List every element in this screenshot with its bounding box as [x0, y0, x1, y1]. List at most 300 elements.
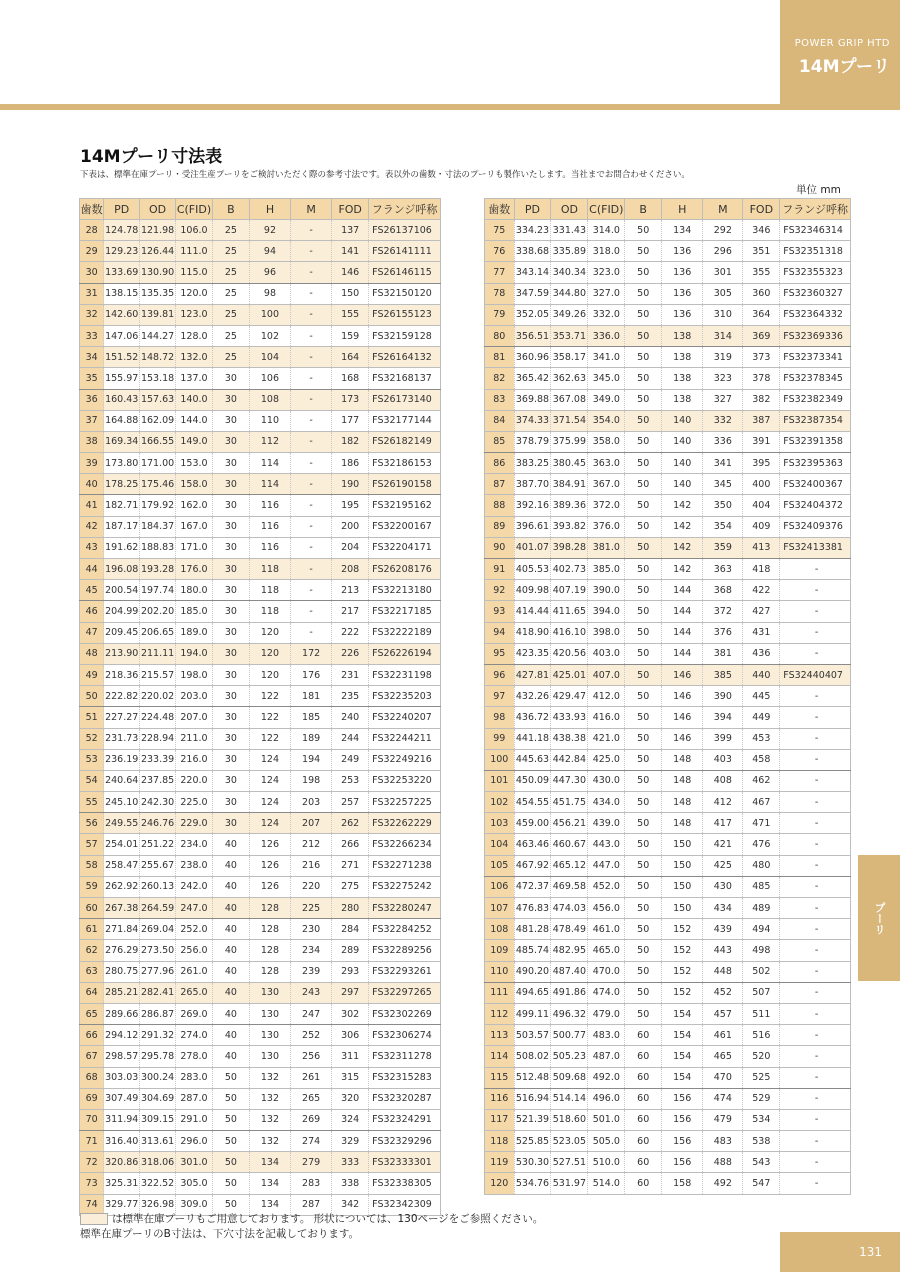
table-cell: FS32293261: [369, 961, 441, 982]
table-cell: 407.19: [551, 580, 588, 601]
table-cell: 130: [249, 982, 290, 1003]
table-cell: 46: [80, 601, 104, 622]
table-cell: 421.0: [588, 728, 625, 749]
table-cell: 418.90: [514, 622, 551, 643]
table-cell: 116: [249, 495, 290, 516]
table-cell: 434: [703, 898, 743, 919]
table-cell: 467.92: [514, 855, 551, 876]
table-cell: 479.0: [588, 1003, 625, 1024]
table-cell: 277.96: [140, 961, 176, 982]
table-cell: 146: [662, 664, 703, 685]
table-cell: 239: [291, 961, 332, 982]
table-cell: 74: [80, 1194, 104, 1215]
table-cell: 207.0: [176, 707, 213, 728]
table-cell: 470: [703, 1067, 743, 1088]
table-cell: 240: [332, 707, 369, 728]
table-cell: 134: [249, 1152, 290, 1173]
table-cell: 155.97: [104, 368, 140, 389]
table-cell: FS32213180: [369, 580, 441, 601]
table-cell: 271: [332, 855, 369, 876]
table-cell: 50: [625, 749, 662, 770]
table-cell: 92: [249, 220, 290, 241]
table-row: [80, 220, 441, 241]
table-cell: 332.0: [588, 304, 625, 325]
table-cell: 456.21: [551, 813, 588, 834]
table-cell: -: [291, 347, 332, 368]
table-cell: 115.0: [176, 262, 213, 283]
table-row: [485, 919, 851, 940]
table-cell: 338: [332, 1173, 369, 1194]
table-row: [485, 622, 851, 643]
table-row: [485, 1003, 851, 1024]
table-cell: 105: [485, 855, 515, 876]
table-cell: 353.71: [551, 325, 588, 346]
table-cell: 226: [332, 643, 369, 664]
table-cell: 53: [80, 749, 104, 770]
table-cell: 133.69: [104, 262, 140, 283]
table-cell: -: [291, 580, 332, 601]
table-cell: 295.78: [140, 1046, 176, 1067]
legend-text: は標準在庫プーリもご用意しております。 形状については、130ページをご参照ください。: [112, 1213, 544, 1225]
table-row: [485, 898, 851, 919]
table-cell: 400: [743, 474, 780, 495]
table-cell: 146: [662, 728, 703, 749]
table-cell: -: [780, 559, 851, 580]
table-cell: 108: [485, 919, 515, 940]
table-cell: FS32306274: [369, 1025, 441, 1046]
table-cell: 385.0: [588, 559, 625, 580]
table-cell: 60: [625, 1131, 662, 1152]
table-cell: 360.96: [514, 347, 551, 368]
table-cell: 50: [625, 474, 662, 495]
table-cell: 516.94: [514, 1088, 551, 1109]
legend: [80, 1211, 543, 1226]
table-cell: 463.46: [514, 834, 551, 855]
table-cell: 527.51: [551, 1152, 588, 1173]
table-cell: 282.41: [140, 982, 176, 1003]
table-cell: 30: [212, 453, 249, 474]
table-cell: 132.0: [176, 347, 213, 368]
table-cell: 29: [80, 241, 104, 262]
table-cell: 372.0: [588, 495, 625, 516]
table-cell: 193.28: [140, 559, 176, 580]
table-cell: 501.0: [588, 1109, 625, 1130]
column-header: PD: [104, 199, 140, 220]
table-cell: FS32387354: [780, 410, 851, 431]
table-cell: 496.32: [551, 1003, 588, 1024]
table-cell: -: [780, 1003, 851, 1024]
table-cell: FS32400367: [780, 474, 851, 495]
table-cell: 286.87: [140, 1003, 176, 1024]
table-cell: 358.0: [588, 431, 625, 452]
table-cell: 264.59: [140, 898, 176, 919]
table-cell: 278.0: [176, 1046, 213, 1067]
table-cell: 198: [291, 770, 332, 791]
table-cell: -: [291, 559, 332, 580]
table-cell: 40: [212, 940, 249, 961]
table-row: [80, 1025, 441, 1046]
table-cell: 171.00: [140, 453, 176, 474]
table-row: [80, 453, 441, 474]
table-row: [485, 728, 851, 749]
table-cell: 30: [212, 516, 249, 537]
table-cell: 128: [249, 898, 290, 919]
column-header: H: [249, 199, 290, 220]
table-cell: FS32409376: [780, 516, 851, 537]
table-cell: 25: [212, 241, 249, 262]
table-row: [485, 304, 851, 325]
table-cell: 496.0: [588, 1088, 625, 1109]
table-cell: 40: [212, 982, 249, 1003]
table-cell: 430: [703, 876, 743, 897]
table-cell: -: [780, 876, 851, 897]
table-cell: 100: [249, 304, 290, 325]
table-cell: 427.81: [514, 664, 551, 685]
table-cell: 460.67: [551, 834, 588, 855]
table-cell: 362.63: [551, 368, 588, 389]
table-cell: 216.0: [176, 749, 213, 770]
table-cell: 390: [703, 686, 743, 707]
table-cell: FS32257225: [369, 792, 441, 813]
table-cell: 514.0: [588, 1173, 625, 1194]
table-cell: 152: [662, 982, 703, 1003]
table-cell: 209.45: [104, 622, 140, 643]
table-cell: 257: [332, 792, 369, 813]
table-cell: 458: [743, 749, 780, 770]
table-cell: 465.0: [588, 940, 625, 961]
table-cell: 387: [743, 410, 780, 431]
table-cell: 190: [332, 474, 369, 495]
table-cell: -: [291, 410, 332, 431]
table-cell: 398.28: [551, 537, 588, 558]
table-cell: 289.66: [104, 1003, 140, 1024]
table-row: [80, 876, 441, 897]
table-cell: 265.0: [176, 982, 213, 1003]
table-cell: 480: [743, 855, 780, 876]
table-cell: 153.0: [176, 453, 213, 474]
table-cell: -: [291, 389, 332, 410]
table-cell: 138.15: [104, 283, 140, 304]
table-cell: 114: [249, 453, 290, 474]
table-cell: 252: [291, 1025, 332, 1046]
table-cell: -: [780, 749, 851, 770]
table-cell: 252.0: [176, 919, 213, 940]
table-row: [485, 982, 851, 1003]
table-cell: 384.91: [551, 474, 588, 495]
table-cell: 50: [625, 347, 662, 368]
table-cell: -: [780, 1173, 851, 1194]
table-cell: 132: [249, 1131, 290, 1152]
table-cell: 50: [625, 728, 662, 749]
table-cell: 234: [291, 940, 332, 961]
table-cell: 50: [625, 919, 662, 940]
table-cell: FS32378345: [780, 368, 851, 389]
table-cell: 316.40: [104, 1131, 140, 1152]
table-cell: 438.38: [551, 728, 588, 749]
table-cell: FS32235203: [369, 686, 441, 707]
table-cell: 50: [625, 792, 662, 813]
table-row: [80, 792, 441, 813]
table-row: [80, 834, 441, 855]
table-cell: 447.30: [551, 770, 588, 791]
table-cell: 491.86: [551, 982, 588, 1003]
table-cell: 120.0: [176, 283, 213, 304]
table-cell: 411.65: [551, 601, 588, 622]
table-cell: 44: [80, 559, 104, 580]
table-cell: FS32302269: [369, 1003, 441, 1024]
table-cell: 392.16: [514, 495, 551, 516]
table-cell: 230: [291, 919, 332, 940]
table-cell: 73: [80, 1173, 104, 1194]
table-cell: -: [780, 686, 851, 707]
table-cell: -: [291, 495, 332, 516]
side-index-tab[interactable]: [858, 855, 900, 981]
table-cell: 398.0: [588, 622, 625, 643]
table-cell: FS26208176: [369, 559, 441, 580]
table-cell: 76: [485, 241, 515, 262]
table-cell: 176.0: [176, 559, 213, 580]
table-row: [80, 601, 441, 622]
table-row: [80, 813, 441, 834]
table-cell: 211.0: [176, 728, 213, 749]
table-cell: -: [780, 1131, 851, 1152]
table-cell: 50: [625, 559, 662, 580]
table-cell: 148: [662, 792, 703, 813]
table-cell: 385: [703, 664, 743, 685]
table-cell: 40: [212, 876, 249, 897]
table-row: [80, 516, 441, 537]
table-cell: 41: [80, 495, 104, 516]
table-cell: 117: [485, 1109, 515, 1130]
table-cell: 313.61: [140, 1131, 176, 1152]
table-cell: 50: [625, 220, 662, 241]
table-cell: 235: [332, 686, 369, 707]
table-cell: 222: [332, 622, 369, 643]
table-cell: 167.0: [176, 516, 213, 537]
table-cell: 432.26: [514, 686, 551, 707]
table-row: [485, 516, 851, 537]
table-cell: 142.60: [104, 304, 140, 325]
table-cell: 474.0: [588, 982, 625, 1003]
table-cell: -: [780, 580, 851, 601]
table-cell: 50: [625, 453, 662, 474]
table-cell: 445.63: [514, 749, 551, 770]
table-row: [80, 389, 441, 410]
table-cell: 186: [332, 453, 369, 474]
table-cell: 332: [703, 410, 743, 431]
table-cell: 459.00: [514, 813, 551, 834]
table-cell: FS32177144: [369, 410, 441, 431]
table-cell: 40: [212, 855, 249, 876]
table-row: [485, 749, 851, 770]
table-cell: 122: [249, 686, 290, 707]
table-cell: 50: [625, 898, 662, 919]
table-cell: -: [780, 834, 851, 855]
table-cell: 343.14: [514, 262, 551, 283]
table-cell: 326.98: [140, 1194, 176, 1215]
table-cell: 283.0: [176, 1067, 213, 1088]
table-cell: 156: [662, 1152, 703, 1173]
table-cell: 488: [703, 1152, 743, 1173]
column-header: PD: [514, 199, 551, 220]
intro-text: 下表は、標準在庫プーリ・受注生産プーリをご検討いただく際の参考寸法です。表以外の歯数・寸法のプーリも製作いたします。当社までお問合わせください。: [80, 170, 690, 180]
table-cell: 50: [212, 1088, 249, 1109]
table-cell: 203.0: [176, 686, 213, 707]
table-cell: 120: [249, 622, 290, 643]
table-cell: 140: [662, 474, 703, 495]
table-cell: 494.65: [514, 982, 551, 1003]
table-row: [485, 580, 851, 601]
table-cell: 378.79: [514, 431, 551, 452]
table-cell: 476.83: [514, 898, 551, 919]
table-cell: FS32346314: [780, 220, 851, 241]
table-cell: 194: [291, 749, 332, 770]
table-cell: 323: [703, 368, 743, 389]
table-row: [80, 622, 441, 643]
table-cell: 255.67: [140, 855, 176, 876]
unit-label: 単位 mm: [796, 184, 841, 196]
table-cell: FS32373341: [780, 347, 851, 368]
table-cell: 227.27: [104, 707, 140, 728]
table-cell: 119: [485, 1152, 515, 1173]
table-cell: 375.99: [551, 431, 588, 452]
table-cell: 140: [662, 431, 703, 452]
table-cell: 445: [743, 686, 780, 707]
table-cell: 181: [291, 686, 332, 707]
table-row: [80, 304, 441, 325]
table-cell: 50: [625, 1003, 662, 1024]
table-cell: -: [780, 940, 851, 961]
table-cell: 50: [625, 368, 662, 389]
table-row: [485, 410, 851, 431]
table-cell: 30: [212, 537, 249, 558]
table-cell: 78: [485, 283, 515, 304]
table-cell: 461.0: [588, 919, 625, 940]
table-cell: 116: [249, 516, 290, 537]
table-cell: 258.47: [104, 855, 140, 876]
table-cell: 25: [212, 262, 249, 283]
table-cell: 196.08: [104, 559, 140, 580]
table-row: [80, 580, 441, 601]
table-cell: 452.0: [588, 876, 625, 897]
table-cell: 237.85: [140, 770, 176, 791]
column-header: M: [291, 199, 332, 220]
table-cell: 168: [332, 368, 369, 389]
table-cell: -: [780, 855, 851, 876]
table-cell: 100: [485, 749, 515, 770]
table-cell: 222.82: [104, 686, 140, 707]
table-cell: 202.20: [140, 601, 176, 622]
table-cell: 128: [249, 961, 290, 982]
table-cell: 296: [703, 241, 743, 262]
table-cell: 34: [80, 347, 104, 368]
table-row: [80, 1067, 441, 1088]
table-cell: 315: [332, 1067, 369, 1088]
table-row: [485, 770, 851, 791]
table-cell: 319: [703, 347, 743, 368]
table-cell: 69: [80, 1088, 104, 1109]
table-cell: 194.0: [176, 643, 213, 664]
table-cell: 50: [625, 262, 662, 283]
table-cell: 206.65: [140, 622, 176, 643]
table-cell: 509.68: [551, 1067, 588, 1088]
table-cell: 104: [485, 834, 515, 855]
table-cell: 320.86: [104, 1152, 140, 1173]
table-cell: 261.0: [176, 961, 213, 982]
table-cell: 185.0: [176, 601, 213, 622]
table-cell: 354: [703, 516, 743, 537]
table-cell: 25: [212, 304, 249, 325]
table-cell: 293: [332, 961, 369, 982]
table-cell: 300.24: [140, 1067, 176, 1088]
table-cell: 269.04: [140, 919, 176, 940]
table-cell: 132: [249, 1109, 290, 1130]
table-cell: 142: [662, 559, 703, 580]
table-row: [80, 940, 441, 961]
table-cell: 507: [743, 982, 780, 1003]
table-cell: 50: [625, 537, 662, 558]
table-cell: 135.35: [140, 283, 176, 304]
table-row: [485, 347, 851, 368]
table-cell: 404: [743, 495, 780, 516]
table-cell: 429.47: [551, 686, 588, 707]
table-row: [485, 940, 851, 961]
table-cell: 305.0: [176, 1173, 213, 1194]
table-cell: 50: [625, 601, 662, 622]
table-cell: 50: [212, 1194, 249, 1215]
table-cell: 126.44: [140, 241, 176, 262]
table-cell: 425.0: [588, 749, 625, 770]
table-cell: FS26137106: [369, 220, 441, 241]
table-cell: 534.76: [514, 1173, 551, 1194]
table-row: [485, 643, 851, 664]
table-row: [80, 1003, 441, 1024]
table-cell: 335.89: [551, 241, 588, 262]
table-cell: 311: [332, 1046, 369, 1067]
table-row: [80, 262, 441, 283]
table-cell: 126: [249, 834, 290, 855]
table-cell: 306: [332, 1025, 369, 1046]
table-cell: 60: [625, 1088, 662, 1109]
table-cell: 203: [291, 792, 332, 813]
table-cell: 171.0: [176, 537, 213, 558]
table-cell: 116: [249, 537, 290, 558]
table-cell: 436: [743, 643, 780, 664]
table-cell: 68: [80, 1067, 104, 1088]
table-cell: 269: [291, 1109, 332, 1130]
table-cell: 492: [703, 1173, 743, 1194]
table-cell: 342: [332, 1194, 369, 1215]
table-cell: 50: [212, 1067, 249, 1088]
table-cell: 387.70: [514, 474, 551, 495]
table-cell: 156: [662, 1131, 703, 1152]
table-cell: 50: [625, 431, 662, 452]
table-cell: 284: [332, 919, 369, 940]
table-cell: FS32324291: [369, 1109, 441, 1130]
table-row: [485, 961, 851, 982]
table-cell: 118: [249, 580, 290, 601]
table-cell: 40: [212, 961, 249, 982]
table-cell: 399: [703, 728, 743, 749]
table-cell: 450.09: [514, 770, 551, 791]
table-cell: 383.25: [514, 453, 551, 474]
table-cell: 287: [291, 1194, 332, 1215]
table-cell: 156: [662, 1109, 703, 1130]
table-cell: 236.19: [104, 749, 140, 770]
table-cell: 213.90: [104, 643, 140, 664]
table-cell: 130: [249, 1003, 290, 1024]
table-cell: 413: [743, 537, 780, 558]
